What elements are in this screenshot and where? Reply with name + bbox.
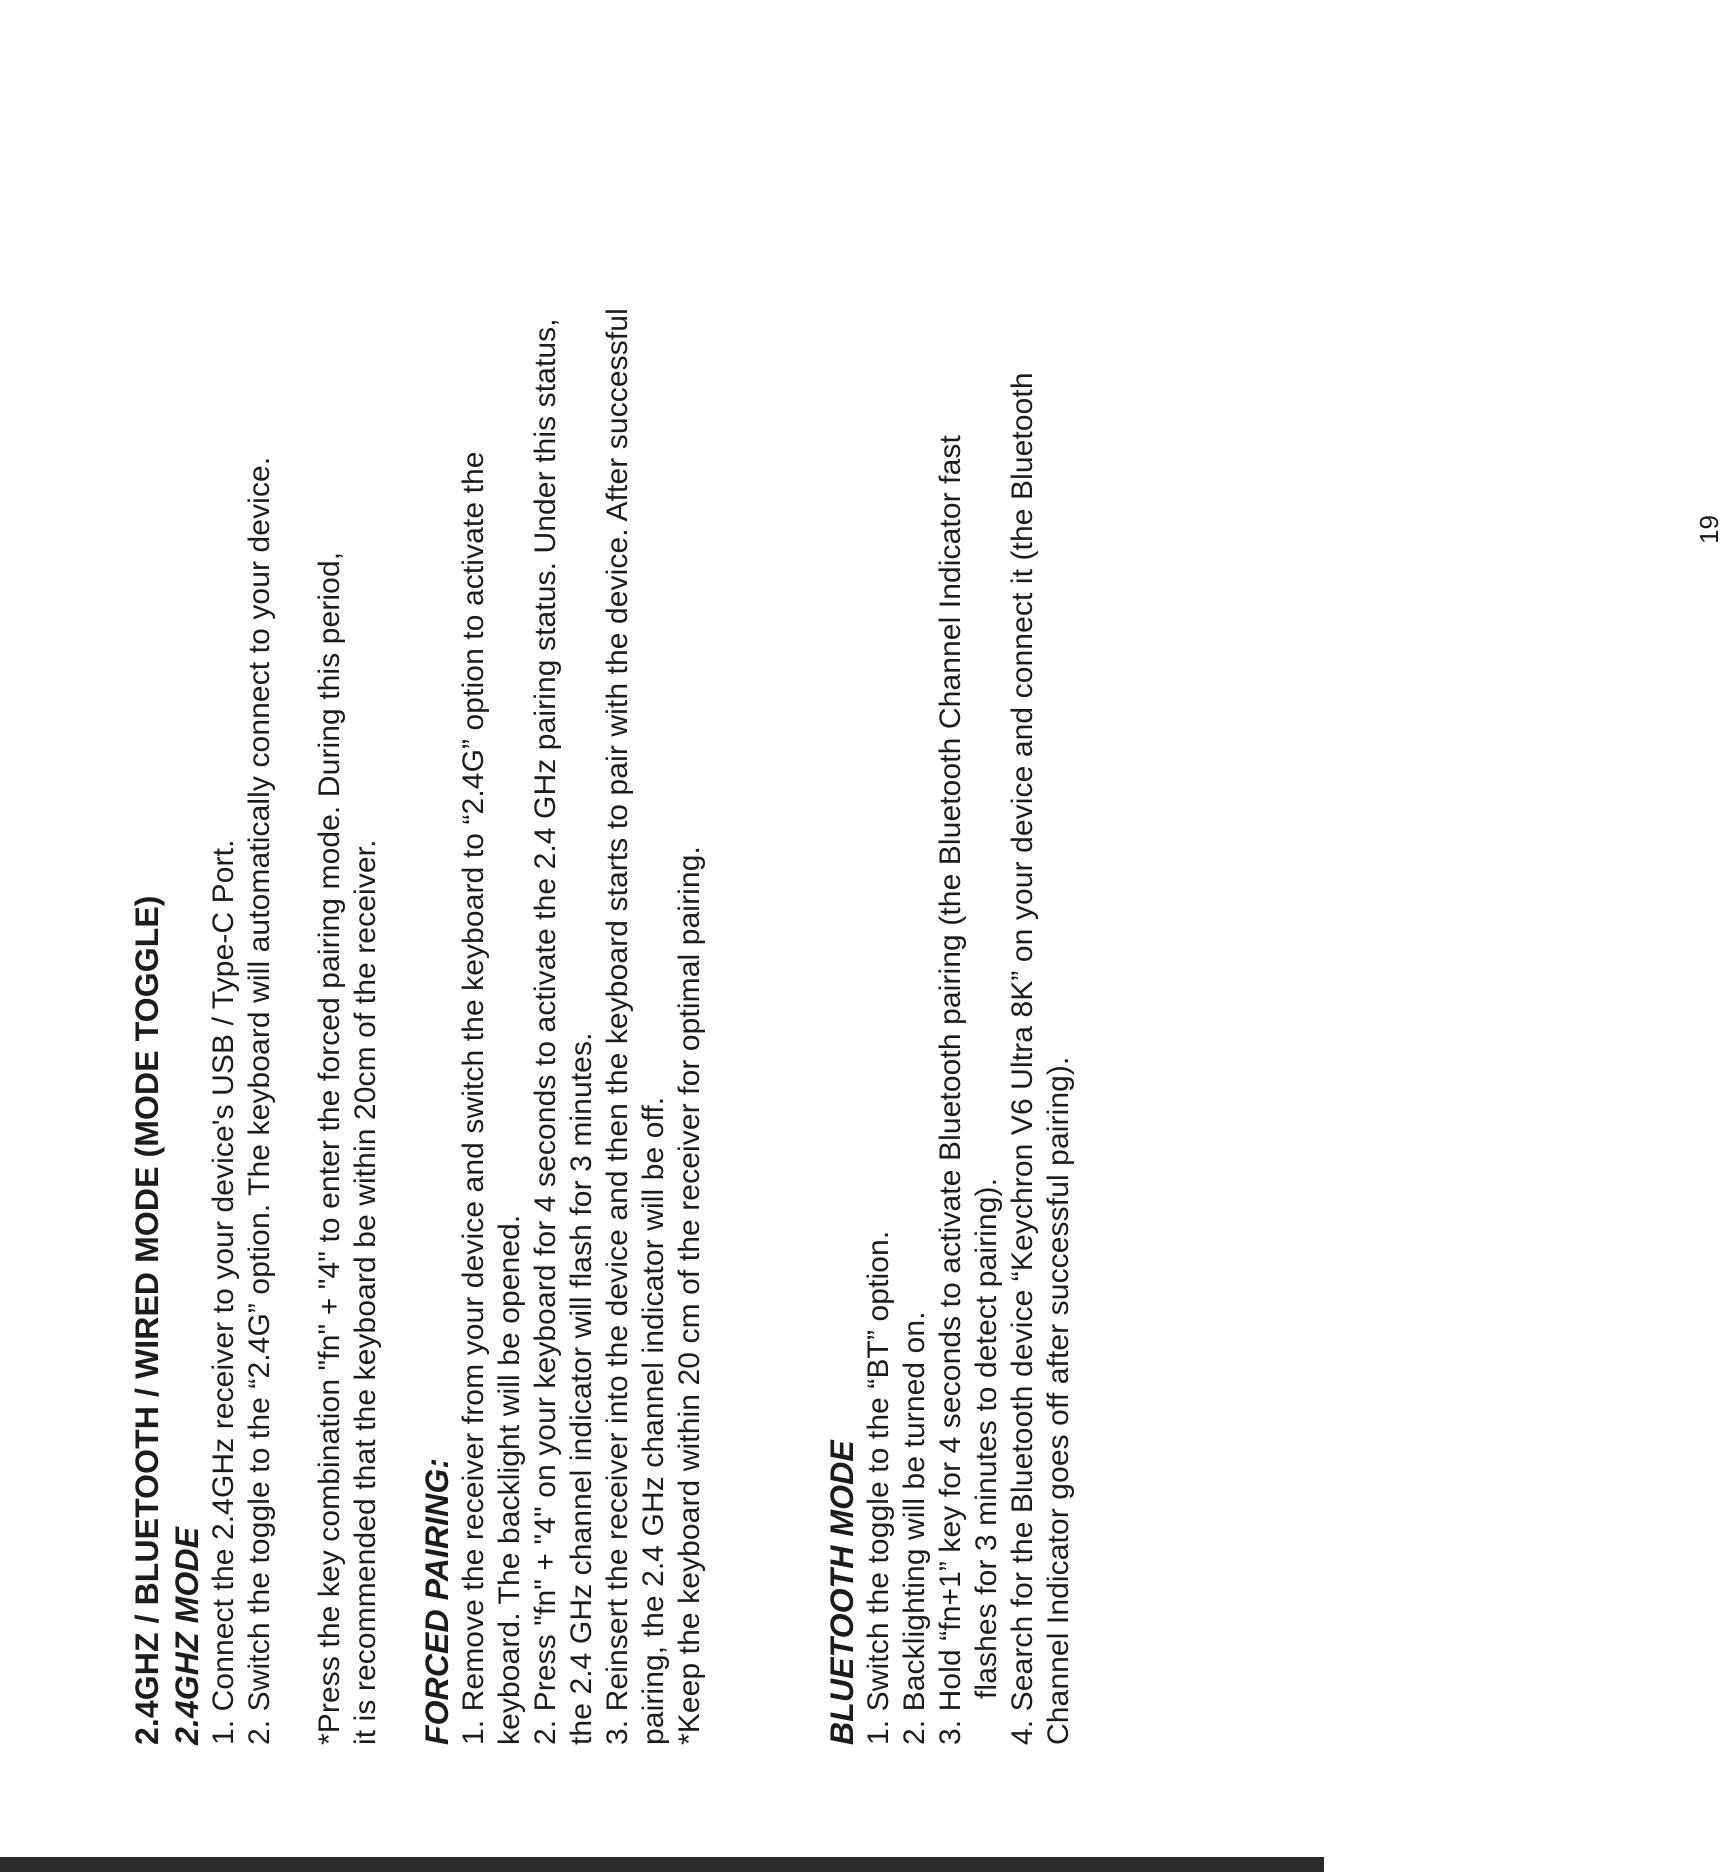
forced-pairing-note: *Keep the keyboard within 20 cm of the receiver for optimal pairing. [673, 846, 706, 1745]
bluetooth-mode-line: 2. Backlighting will be turned on. [898, 1311, 931, 1745]
mode-24g-note-line-1: *Press the key combination "fn" + "4" to enter the forced pairing mode. During this period, [313, 551, 346, 1745]
bluetooth-mode-line-continued: flashes for 3 minutes to detect pairing). [970, 1177, 1003, 1699]
forced-pairing-line: the 2.4 GHz channel indicator will flash for 3 minutes. [565, 1032, 598, 1745]
rotated-manual-page [129, 105, 1724, 1745]
mode-24g-step-2: 2. Switch the toggle to the “2.4G” option. The keyboard will automatically connect to your device. [243, 456, 276, 1745]
mode-24g-step-1: 1. Connect the 2.4GHz receiver to your device's USB / Type-C Port. [207, 839, 240, 1745]
page-title: 2.4GHZ / BLUETOOTH / WIRED MODE (MODE TOGGLE) [129, 895, 165, 1745]
bluetooth-mode-line: 1. Switch the toggle to the “BT” option. [862, 1230, 895, 1745]
bluetooth-mode-line: 4. Search for the Bluetooth device “Keychron V6 Ultra 8K” on your device and connect it (the Bluetooth [1006, 372, 1039, 1745]
page-number: 19 [1694, 515, 1724, 544]
mode-24g-note-line-2: it is recommended that the keyboard be within 20cm of the receiver. [349, 839, 382, 1745]
page-bottom-bar [0, 1857, 1324, 1872]
section-heading-forced-pairing: FORCED PAIRING: [419, 1457, 455, 1745]
forced-pairing-line: pairing, the 2.4 GHz channel indicator will be off. [637, 1096, 670, 1745]
forced-pairing-line: 1. Remove the receiver from your device and switch the keyboard to “2.4G” option to activate the [457, 451, 490, 1745]
bluetooth-mode-line: 3. Hold “fn+1” key for 4 seconds to activate Bluetooth pairing (the Bluetooth Channel Indicator fast [934, 435, 967, 1745]
forced-pairing-line: 3. Reinsert the receiver into the device and then the keyboard starts to pair with the device. After successful [601, 308, 634, 1745]
forced-pairing-line: keyboard. The backlight will be opened. [493, 1214, 526, 1745]
forced-pairing-line: 2. Press "fn" + "4" on your keyboard for 4 seconds to activate the 2.4 GHz pairing status. Under this status, [529, 318, 562, 1745]
section-heading-24ghz-mode: 2.4GHZ MODE [169, 1526, 205, 1745]
bluetooth-mode-line: Channel Indicator goes off after successful pairing). [1042, 1056, 1075, 1745]
section-heading-bluetooth-mode: BLUETOOTH MODE [824, 1440, 860, 1745]
